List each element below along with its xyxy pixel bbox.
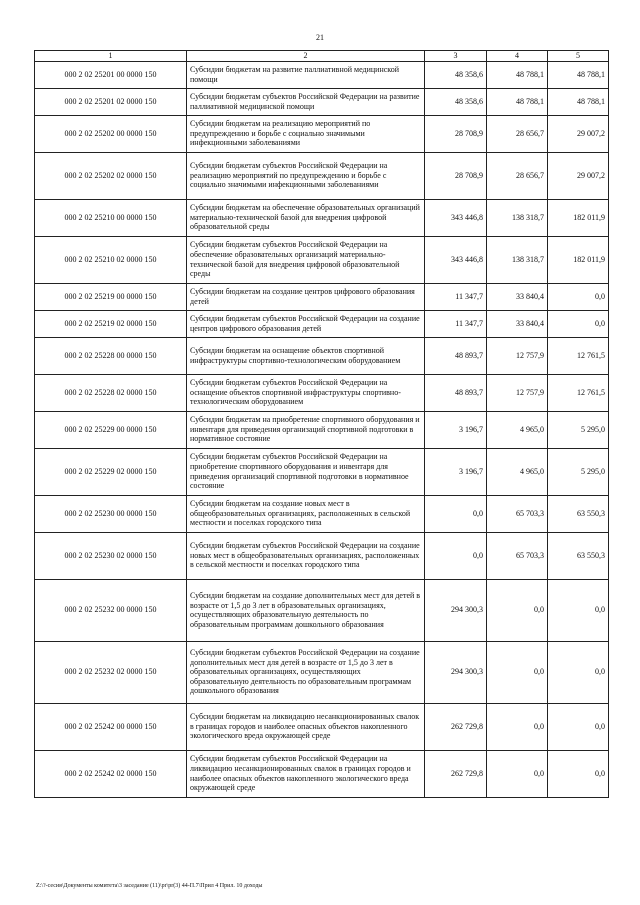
value-col3: 3 196,7 xyxy=(425,448,487,495)
value-col5: 29 007,2 xyxy=(548,115,609,152)
value-col3: 28 708,9 xyxy=(425,115,487,152)
value-col4: 4 965,0 xyxy=(487,448,548,495)
value-col3: 294 300,3 xyxy=(425,579,487,641)
row-description: Субсидии бюджетам субъектов Российской Федерации на обеспечение образовательных организаций материально-технической базой для внедрения цифровой образовательной среды xyxy=(187,236,425,283)
value-col5: 0,0 xyxy=(548,703,609,750)
row-description: Субсидии бюджетам на реализацию мероприятий по предупреждению и борьбе с социально значимыми инфекционными заболеваниями xyxy=(187,115,425,152)
value-col5: 48 788,1 xyxy=(548,88,609,115)
value-col5: 0,0 xyxy=(548,310,609,337)
budget-code: 000 2 02 25228 02 0000 150 xyxy=(35,374,187,411)
table-row xyxy=(35,411,609,448)
budget-code: 000 2 02 25230 02 0000 150 xyxy=(35,532,187,579)
file-path-footer: Z:\?-сесия\Документы комитета\3 заседание (11)\pr\pr(3) 44-П.7\Прил 4 Прил. 10 доходы xyxy=(36,883,263,889)
budget-code: 000 2 02 25242 02 0000 150 xyxy=(35,750,187,797)
value-col5: 63 550,3 xyxy=(548,495,609,532)
budget-code: 000 2 02 25230 00 0000 150 xyxy=(35,495,187,532)
value-col5: 5 295,0 xyxy=(548,448,609,495)
value-col4: 12 757,9 xyxy=(487,337,548,374)
value-col3: 343 446,8 xyxy=(425,236,487,283)
value-col5: 12 761,5 xyxy=(548,337,609,374)
row-description: Субсидии бюджетам субъектов Российской Федерации на оснащение объектов спортивной инфраструктуры спортивно-технологическим оборудованием xyxy=(187,374,425,411)
value-col5: 12 761,5 xyxy=(548,374,609,411)
value-col4: 65 703,3 xyxy=(487,532,548,579)
row-description: Субсидии бюджетам на развитие паллиативной медицинской помощи xyxy=(187,61,425,88)
value-col4: 138 318,7 xyxy=(487,236,548,283)
value-col5: 63 550,3 xyxy=(548,532,609,579)
value-col4: 28 656,7 xyxy=(487,152,548,199)
value-col3: 48 358,6 xyxy=(425,61,487,88)
budget-table xyxy=(34,50,609,798)
value-col3: 0,0 xyxy=(425,495,487,532)
value-col4: 0,0 xyxy=(487,641,548,703)
row-description: Субсидии бюджетам субъектов Российской Федерации на создание центров цифрового образования детей xyxy=(187,310,425,337)
table-row xyxy=(35,750,609,797)
value-col4: 12 757,9 xyxy=(487,374,548,411)
value-col4: 48 788,1 xyxy=(487,88,548,115)
budget-code: 000 2 02 25201 00 0000 150 xyxy=(35,61,187,88)
budget-code: 000 2 02 25202 02 0000 150 xyxy=(35,152,187,199)
row-description: Субсидии бюджетам субъектов Российской Федерации на развитие паллиативной медицинской помощи xyxy=(187,88,425,115)
table-row xyxy=(35,703,609,750)
table-row xyxy=(35,236,609,283)
column-header: 2 xyxy=(187,51,425,62)
value-col5: 5 295,0 xyxy=(548,411,609,448)
row-description: Субсидии бюджетам субъектов Российской Федерации на создание новых мест в общеобразовательных организациях, расположенных в сельской местности и поселках городского типа xyxy=(187,532,425,579)
column-header: 4 xyxy=(487,51,548,62)
row-description: Субсидии бюджетам субъектов Российской Федерации на реализацию мероприятий по предупреждению и борьбе с социально значимыми инфекционными заболеваниями xyxy=(187,152,425,199)
value-col4: 28 656,7 xyxy=(487,115,548,152)
table-row xyxy=(35,152,609,199)
table-row xyxy=(35,448,609,495)
table-row xyxy=(35,199,609,236)
budget-code: 000 2 02 25201 02 0000 150 xyxy=(35,88,187,115)
table-row xyxy=(35,310,609,337)
row-description: Субсидии бюджетам на оснащение объектов спортивной инфраструктуры спортивно-технологическим оборудованием xyxy=(187,337,425,374)
value-col4: 65 703,3 xyxy=(487,495,548,532)
value-col4: 0,0 xyxy=(487,750,548,797)
row-description: Субсидии бюджетам на создание центров цифрового образования детей xyxy=(187,283,425,310)
value-col5: 0,0 xyxy=(548,750,609,797)
value-col5: 29 007,2 xyxy=(548,152,609,199)
value-col3: 11 347,7 xyxy=(425,283,487,310)
table-row xyxy=(35,532,609,579)
budget-code: 000 2 02 25229 02 0000 150 xyxy=(35,448,187,495)
table-row xyxy=(35,337,609,374)
value-col4: 4 965,0 xyxy=(487,411,548,448)
value-col3: 294 300,3 xyxy=(425,641,487,703)
row-description: Субсидии бюджетам субъектов Российской Федерации на создание дополнительных мест для детей в возрасте от 1,5 до 3 лет в образовательных организациях, осуществляющих образовательную деятельность по образовательным программам дошкольного образования xyxy=(187,641,425,703)
value-col4: 33 840,4 xyxy=(487,283,548,310)
table-row xyxy=(35,115,609,152)
value-col5: 0,0 xyxy=(548,579,609,641)
value-col3: 262 729,8 xyxy=(425,750,487,797)
row-description: Субсидии бюджетам на создание новых мест в общеобразовательных организациях, расположенных в сельской местности и поселках городского типа xyxy=(187,495,425,532)
row-description: Субсидии бюджетам на обеспечение образовательных организаций материально-технической базой для внедрения цифровой образовательной среды xyxy=(187,199,425,236)
value-col3: 343 446,8 xyxy=(425,199,487,236)
value-col5: 182 011,9 xyxy=(548,236,609,283)
budget-code: 000 2 02 25202 00 0000 150 xyxy=(35,115,187,152)
table-row xyxy=(35,61,609,88)
value-col3: 11 347,7 xyxy=(425,310,487,337)
budget-code: 000 2 02 25232 02 0000 150 xyxy=(35,641,187,703)
table-row xyxy=(35,495,609,532)
row-description: Субсидии бюджетам субъектов Российской Федерации на ликвидацию несанкционированных свалок в границах городов и наиболее опасных объектов накопленного экологического вреда окружающей среде xyxy=(187,750,425,797)
column-header: 5 xyxy=(548,51,609,62)
budget-code: 000 2 02 25219 02 0000 150 xyxy=(35,310,187,337)
value-col5: 48 788,1 xyxy=(548,61,609,88)
table-row xyxy=(35,641,609,703)
value-col3: 3 196,7 xyxy=(425,411,487,448)
page-number: 21 xyxy=(316,33,324,42)
value-col4: 33 840,4 xyxy=(487,310,548,337)
budget-code: 000 2 02 25228 00 0000 150 xyxy=(35,337,187,374)
budget-code: 000 2 02 25210 02 0000 150 xyxy=(35,236,187,283)
value-col4: 48 788,1 xyxy=(487,61,548,88)
row-description: Субсидии бюджетам на приобретение спортивного оборудования и инвентаря для приведения организаций спортивной подготовки в нормативное состояние xyxy=(187,411,425,448)
row-description: Субсидии бюджетам на создание дополнительных мест для детей в возрасте от 1,5 до 3 лет в образовательных организациях, осуществляющих образовательную деятельность по образовательным программам дошкольного образования xyxy=(187,579,425,641)
value-col3: 28 708,9 xyxy=(425,152,487,199)
value-col5: 0,0 xyxy=(548,283,609,310)
value-col4: 0,0 xyxy=(487,579,548,641)
budget-code: 000 2 02 25242 00 0000 150 xyxy=(35,703,187,750)
row-description: Субсидии бюджетам на ликвидацию несанкционированных свалок в границах городов и наиболее опасных объектов накопленного экологического вреда окружающей среде xyxy=(187,703,425,750)
value-col3: 48 358,6 xyxy=(425,88,487,115)
budget-code: 000 2 02 25219 00 0000 150 xyxy=(35,283,187,310)
row-description: Субсидии бюджетам субъектов Российской Федерации на приобретение спортивного оборудования и инвентаря для приведения организаций спортивной подготовки в нормативное состояние xyxy=(187,448,425,495)
header-row xyxy=(35,51,609,62)
column-header: 1 xyxy=(35,51,187,62)
table-row xyxy=(35,579,609,641)
table-row xyxy=(35,283,609,310)
value-col5: 182 011,9 xyxy=(548,199,609,236)
value-col3: 48 893,7 xyxy=(425,337,487,374)
value-col3: 262 729,8 xyxy=(425,703,487,750)
column-header: 3 xyxy=(425,51,487,62)
budget-code: 000 2 02 25229 00 0000 150 xyxy=(35,411,187,448)
value-col4: 138 318,7 xyxy=(487,199,548,236)
budget-code: 000 2 02 25210 00 0000 150 xyxy=(35,199,187,236)
budget-code: 000 2 02 25232 00 0000 150 xyxy=(35,579,187,641)
table-row xyxy=(35,374,609,411)
value-col5: 0,0 xyxy=(548,641,609,703)
value-col4: 0,0 xyxy=(487,703,548,750)
value-col3: 0,0 xyxy=(425,532,487,579)
table-row xyxy=(35,88,609,115)
value-col3: 48 893,7 xyxy=(425,374,487,411)
